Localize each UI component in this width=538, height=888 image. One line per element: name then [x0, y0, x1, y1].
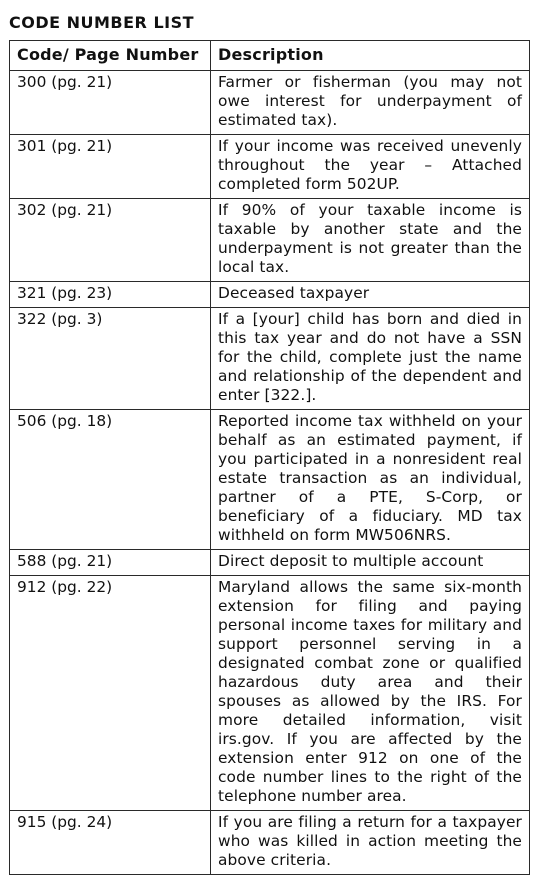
code-cell: 915 (pg. 24) — [10, 811, 211, 875]
table-row — [10, 811, 530, 875]
description-cell: If a [your] child has born and died in this tax year and do not have a SSN for the child, complete just the name and relationship of the dependent and enter [322.]. — [211, 308, 530, 410]
description-cell: Direct deposit to multiple account — [211, 550, 530, 576]
code-cell: 300 (pg. 21) — [10, 71, 211, 135]
code-cell: 301 (pg. 21) — [10, 135, 211, 199]
column-header-code: Code/ Page Number — [10, 41, 211, 71]
code-number-table — [9, 40, 530, 875]
table-row — [10, 550, 530, 576]
table-header-row — [10, 41, 530, 71]
description-cell: If your income was received unevenly throughout the year – Attached completed form 502UP. — [211, 135, 530, 199]
description-cell: Farmer or fisherman (you may not owe interest for underpayment of estimated tax). — [211, 71, 530, 135]
table-row — [10, 410, 530, 550]
table-row — [10, 308, 530, 410]
code-cell: 506 (pg. 18) — [10, 410, 211, 550]
table-row — [10, 135, 530, 199]
column-header-description: Description — [211, 41, 530, 71]
table-row — [10, 576, 530, 811]
description-cell: If you are filing a return for a taxpayer who was killed in action meeting the above criteria. — [211, 811, 530, 875]
page-title: CODE NUMBER LIST — [9, 13, 195, 32]
code-cell: 322 (pg. 3) — [10, 308, 211, 410]
description-cell: If 90% of your taxable income is taxable by another state and the underpayment is not greater than the local tax. — [211, 199, 530, 282]
code-cell: 302 (pg. 21) — [10, 199, 211, 282]
table-row — [10, 199, 530, 282]
table-row — [10, 71, 530, 135]
description-cell: Deceased taxpayer — [211, 282, 530, 308]
code-cell: 321 (pg. 23) — [10, 282, 211, 308]
code-cell: 588 (pg. 21) — [10, 550, 211, 576]
description-cell: Reported income tax withheld on your behalf as an estimated payment, if you participated in a nonresident real estate transaction as an individual, partner of a PTE, S-Corp, or beneficiary of a fiduciary. MD tax withheld on form MW506NRS. — [211, 410, 530, 550]
table-row — [10, 282, 530, 308]
description-cell: Maryland allows the same six-month extension for filing and paying personal income taxes for military and support personnel serving in a designated combat zone or qualified hazardous duty area and their spouses as allowed by the IRS. For more detailed information, visit irs.gov. If you are affected by the extension enter 912 on one of the code number lines to the right of the telephone number area. — [211, 576, 530, 811]
code-cell: 912 (pg. 22) — [10, 576, 211, 811]
